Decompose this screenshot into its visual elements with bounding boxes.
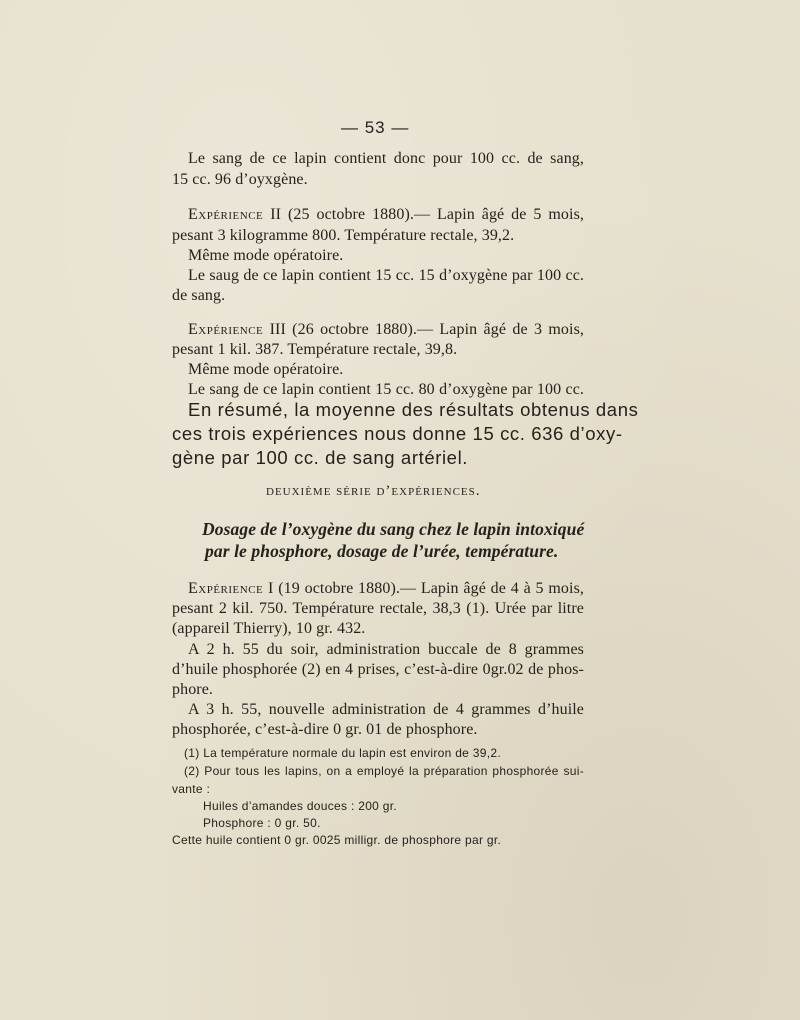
text-line: phosphorée, c’est-à-dire 0 gr. 01 de phosphore. xyxy=(172,721,478,738)
summary-line: En résumé, la moyenne des résultats obtenus dans xyxy=(188,399,639,420)
section-heading: deuxième série d’expériences. xyxy=(266,483,481,499)
experience-heading: II (25 octobre 1880).— Lapin âgé de 5 mois, xyxy=(270,206,584,223)
text-line: A 2 h. 55 du soir, administration buccale de 8 grammes xyxy=(188,641,584,658)
text-line: 15 cc. 96 d’oyxgène. xyxy=(172,171,308,188)
summary-line: ces trois expériences nous donne 15 cc. 636 d’oxy- xyxy=(172,423,623,444)
text-line: de sang. xyxy=(172,287,226,304)
experience-heading: III (26 octobre 1880).— Lapin âgé de 3 mois, xyxy=(269,321,584,338)
text-line xyxy=(188,205,584,225)
footnote-line: (1) La température normale du lapin est environ de 39,2. xyxy=(184,746,501,760)
text-line: pesant 1 kil. 387. Température rectale, 39,8. xyxy=(172,341,458,358)
text-line: A 3 h. 55, nouvelle administration de 4 grammes d’huile xyxy=(188,701,584,718)
page-number: — 53 — xyxy=(341,118,410,137)
text-line: phore. xyxy=(172,681,214,698)
experience-label: Expérience xyxy=(188,580,264,597)
footnote-line: Phosphore : 0 gr. 50. xyxy=(203,816,321,830)
text-line: d’huile phosphorée (2) en 4 prises, c’est-à-dire 0gr.02 de phos- xyxy=(172,661,584,678)
text-line: pesant 2 kil. 750. Température rectale, 38,3 (1). Urée par litre xyxy=(172,600,584,617)
footnote-line: (2) Pour tous les lapins, on a employé la préparation phosphorée sui- xyxy=(184,764,584,778)
subtitle-line: Dosage de l’oxygène du sang chez le lapin intoxiqué xyxy=(202,519,585,539)
footnote-line: Cette huile contient 0 gr. 0025 milligr. de phosphore par gr. xyxy=(172,833,502,847)
text-line: pesant 3 kilogramme 800. Température rectale, 39,2. xyxy=(172,227,515,244)
summary-line: gène par 100 cc. de sang artériel. xyxy=(172,447,469,468)
experience-label: Expérience xyxy=(188,321,264,338)
text-line xyxy=(188,579,584,599)
text-line: Le sang de ce lapin contient 15 cc. 80 d’oxygène par 100 cc. xyxy=(188,381,584,398)
experience-heading: I (19 octobre 1880).— Lapin âgé de 4 à 5 mois, xyxy=(268,580,584,597)
text-line: (appareil Thierry), 10 gr. 432. xyxy=(172,620,366,637)
experience-label: Expérience xyxy=(188,206,264,223)
text-line: Le sang de ce lapin contient donc pour 100 cc. de sang, xyxy=(188,150,584,167)
footnote-line: vante : xyxy=(172,782,211,796)
text-line: Le saug de ce lapin contient 15 cc. 15 d’oxygène par 100 cc. xyxy=(188,267,584,284)
text-line xyxy=(188,320,584,340)
subtitle-line: par le phosphore, dosage de l’urée, température. xyxy=(205,541,559,561)
text-line: Même mode opératoire. xyxy=(188,361,344,378)
footnote-line: Huiles d’amandes douces : 200 gr. xyxy=(203,799,398,813)
text-line: Même mode opératoire. xyxy=(188,247,344,264)
